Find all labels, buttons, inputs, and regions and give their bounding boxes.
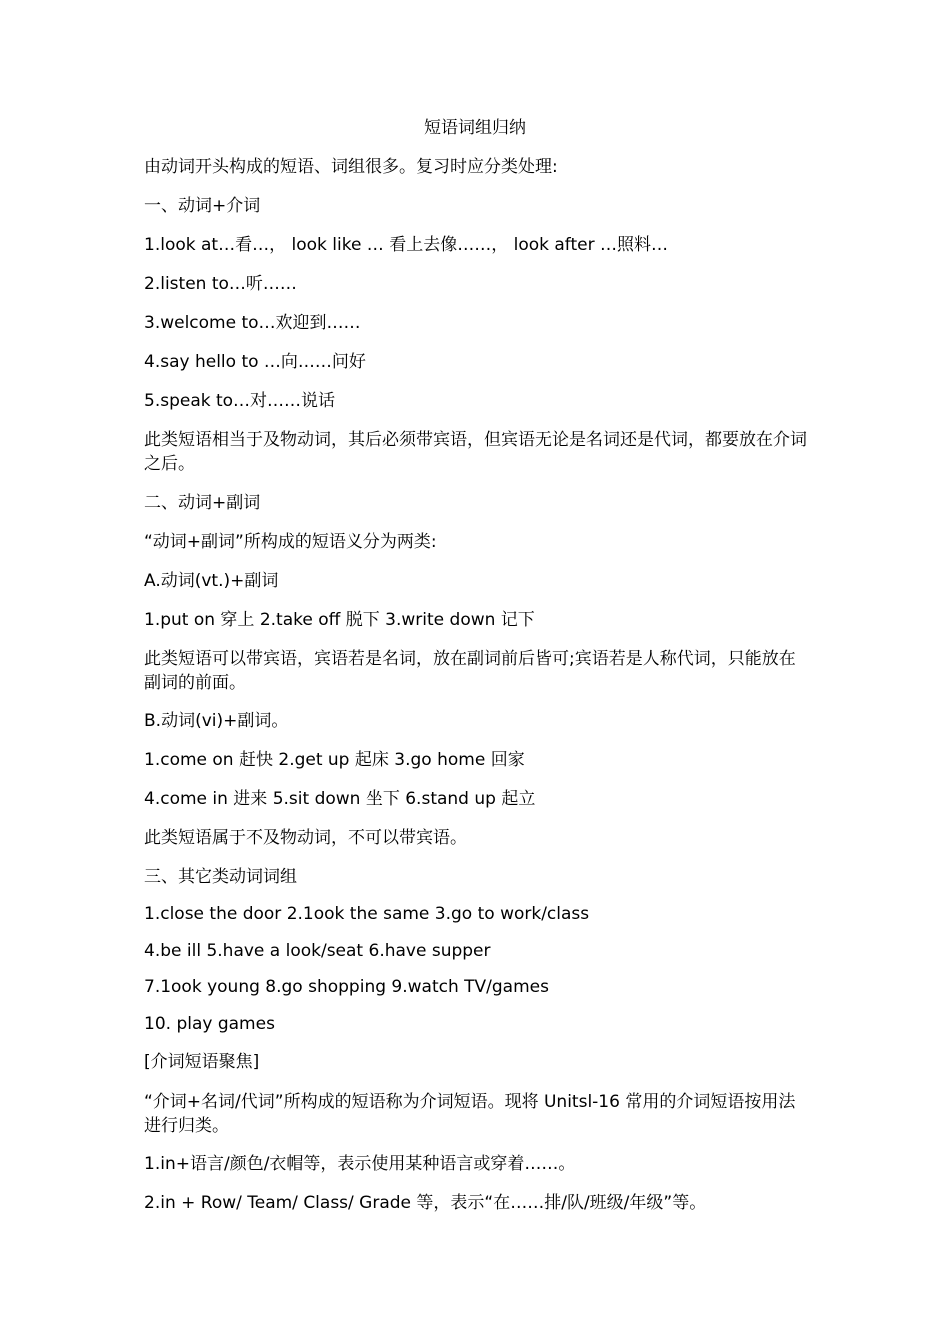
document-title: 短语词组归纳 — [424, 118, 526, 138]
section-heading-verb-preposition: 一、动词+介词 — [144, 196, 261, 216]
usage-line: 1.in+语言/颜色/衣帽等，表示使用某种语言或穿着……。 — [144, 1154, 576, 1174]
phrase-line: 1.look at…看…， look like … 看上去像……， look after …照料… — [144, 235, 669, 255]
explanation-paragraph: 此类短语可以带宾语，宾语若是名词，放在副词前后皆可;宾语若是人称代词，只能放在副词的前面。 — [144, 649, 796, 693]
phrase-line: 1.come on 赶快 2.get up 起床 3.go home 回家 — [144, 750, 525, 770]
phrase-line: 4.say hello to …向……问好 — [144, 352, 366, 372]
explanation-paragraph: “介词+名词/代词”所构成的短语称为介词短语。现将 Unitsl-16 常用的介词短语按用法进行归类。 — [144, 1092, 796, 1136]
phrase-line: 1.close the door 2.1ook the same 3.go to work/class — [144, 904, 590, 924]
explanation-paragraph: 此类短语属于不及物动词，不可以带宾语。 — [144, 828, 467, 848]
section-heading-preposition-phrases: [介词短语聚焦] — [144, 1052, 260, 1072]
phrase-line: 7.1ook young 8.go shopping 9.watch TV/games — [144, 977, 549, 997]
subheading-a: A.动词(vt.)+副词 — [144, 571, 279, 591]
subheading-b: B.动词(vi)+副词。 — [144, 711, 289, 731]
phrase-line: 5.speak to…对……说话 — [144, 391, 336, 411]
explanation-paragraph: 此类短语相当于及物动词，其后必须带宾语，但宾语无论是名词还是代词，都要放在介词之后。 — [144, 430, 807, 474]
phrase-line: 10. play games — [144, 1014, 275, 1034]
intro-paragraph: 由动词开头构成的短语、词组很多。复习时应分类处理: — [144, 157, 558, 177]
phrase-line: 4.be ill 5.have a look/seat 6.have supper — [144, 941, 491, 961]
section-heading-verb-adverb: 二、动词+副词 — [144, 493, 261, 513]
explanation-paragraph: “动词+副词”所构成的短语义分为两类: — [144, 532, 437, 552]
phrase-line: 2.listen to…听…… — [144, 274, 297, 294]
usage-line: 2.in + Row/ Team/ Class/ Grade 等，表示“在……排/队/班级/年级”等。 — [144, 1193, 707, 1213]
phrase-line: 4.come in 进来 5.sit down 坐下 6.stand up 起立 — [144, 789, 536, 809]
phrase-line: 3.welcome to…欢迎到…… — [144, 313, 361, 333]
phrase-line: 1.put on 穿上 2.take off 脱下 3.write down 记下 — [144, 610, 535, 630]
section-heading-other: 三、其它类动词词组 — [144, 867, 297, 887]
